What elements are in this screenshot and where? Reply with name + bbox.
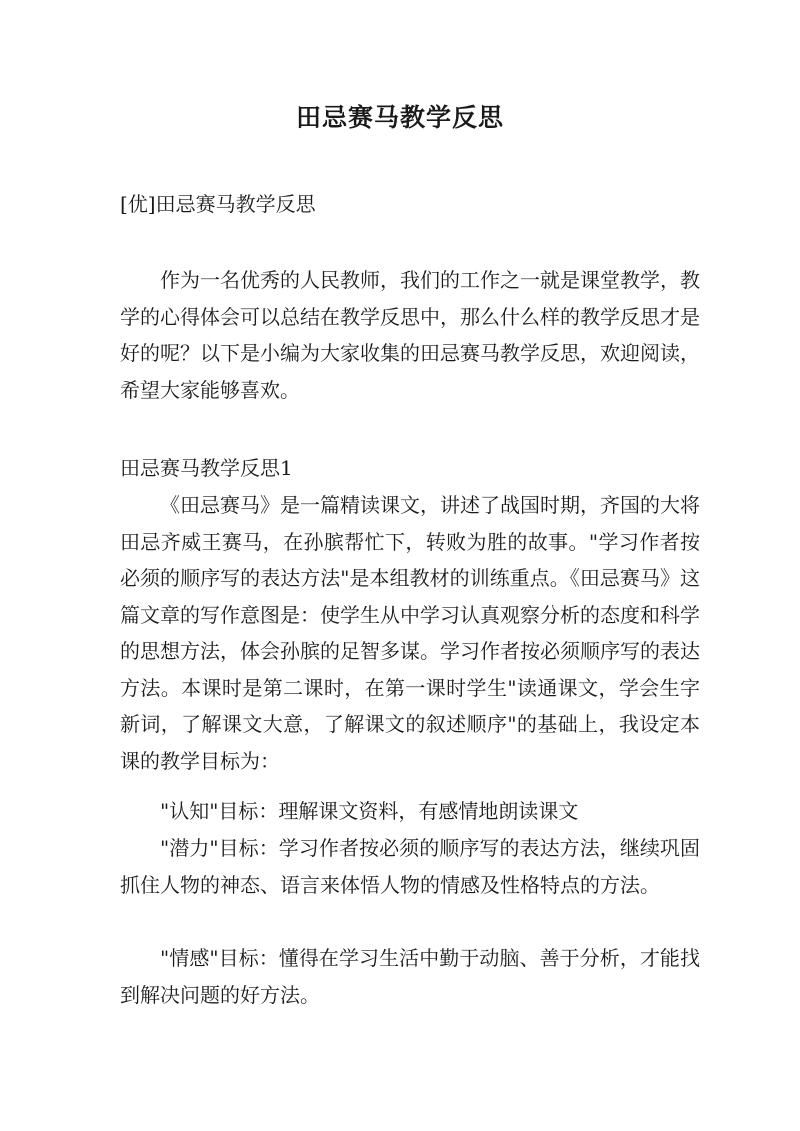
intro-paragraph: 作为一名优秀的人民教师，我们的工作之一就是课堂教学，教学的心得体会可以总结在教学反思中，那么什么样的教学反思才是好的呢？以下是小编为大家收集的田忌赛马教学反思，欢迎阅读，希望大家能够喜欢。 — [120, 268, 700, 402]
goal-emotion-paragraph: "情感"目标：懂得在学习生活中勤于动脑、善于分析，才能找到解决问题的好方法。 — [120, 946, 700, 1007]
section-body-paragraph: 《田忌赛马》是一篇精读课文，讲述了战国时期，齐国的大将田忌齐威王赛马，在孙膑帮忙下，转败为胜的故事。"学习作者按必须的顺序写的表达方法"是本组教材的训练重点。《田忌赛马》这篇文章的写作意图是：使学生从中学习认真观察分析的态度和科学的思想方法，体会孙膑的足智多谋。学习作者按必须顺序写的表达方法。本课时是第二课时，在第一课时学生"读通课文，学会生字新词，了解课文大意，了解课文的叙述顺序"的基础上，我设定本课的教学目标为： — [120, 493, 700, 773]
section-heading: 田忌赛马教学反思1 — [120, 456, 293, 480]
document-title: 田忌赛马教学反思 — [295, 103, 504, 132]
goal-cognition-paragraph: "认知"目标：理解课文资料，有感情地朗读课文 — [160, 799, 579, 823]
document-subtitle: [优]田忌赛马教学反思 — [120, 192, 316, 216]
goal-potential-paragraph: "潜力"目标：学习作者按必须的顺序写的表达方法，继续巩固抓住人物的神态、语言来体悟人物的情感及性格特点的方法。 — [120, 836, 700, 897]
